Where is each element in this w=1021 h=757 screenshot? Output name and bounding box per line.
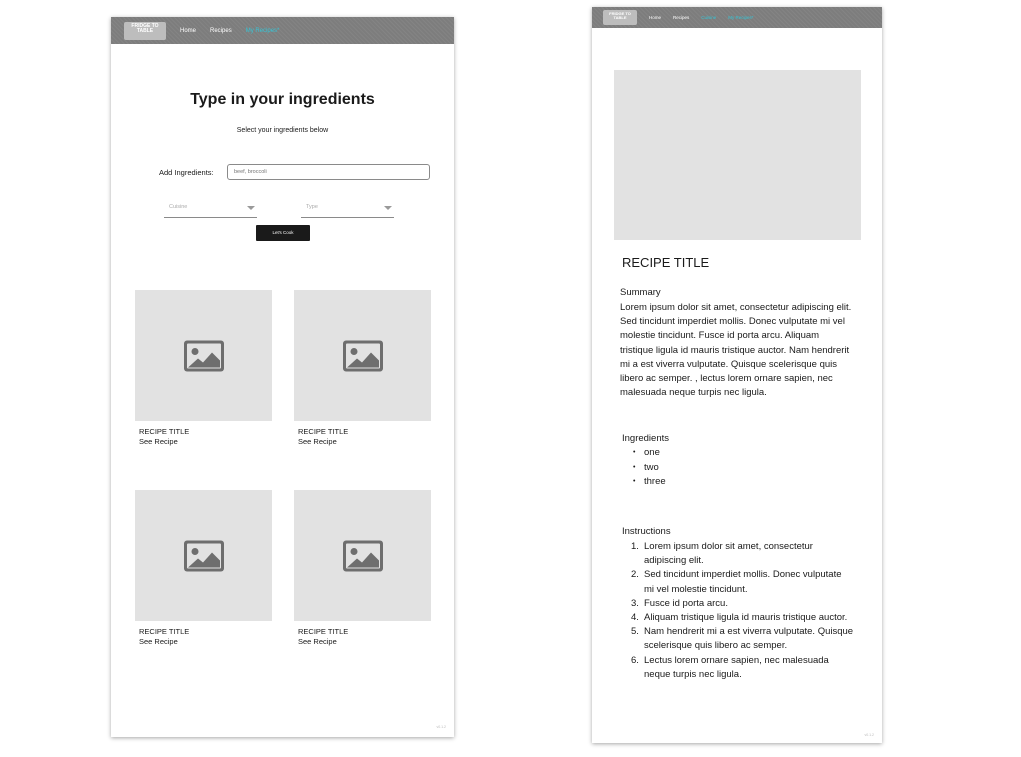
instruction-step: 1. Lorem ipsum dolor sit amet, consectetur adipiscing elit. bbox=[631, 541, 813, 567]
see-recipe-link[interactable]: See Recipe bbox=[298, 637, 337, 646]
ingredient-item: • two bbox=[622, 461, 666, 476]
see-recipe-link[interactable]: See Recipe bbox=[139, 437, 178, 446]
recipe-card[interactable] bbox=[294, 290, 431, 446]
see-recipe-link[interactable]: See Recipe bbox=[298, 437, 337, 446]
nav-my-recipes[interactable]: My Recipes* bbox=[245, 27, 280, 34]
chevron-down-icon bbox=[384, 206, 392, 210]
recipe-image-placeholder[interactable] bbox=[294, 490, 431, 621]
recipe-hero-image bbox=[614, 70, 861, 240]
logo[interactable]: FRIDGE TO TABLE bbox=[124, 22, 166, 40]
version-label: v0.1.2 bbox=[436, 725, 446, 729]
instruction-text: Lectus lorem ornare sapien, nec malesuada neque turpis nec ligula. bbox=[644, 654, 829, 680]
recipe-image-placeholder[interactable] bbox=[135, 490, 272, 621]
recipe-card[interactable] bbox=[135, 290, 272, 446]
logo[interactable]: FRIDGE TO TABLE bbox=[603, 10, 637, 25]
instructions-list bbox=[622, 540, 854, 682]
nav-my-recipes[interactable]: My Recipes* bbox=[728, 15, 754, 20]
type-dropdown[interactable] bbox=[301, 201, 394, 218]
instruction-step: 6. Lectus lorem ornare sapien, nec malesuada neque turpis nec ligula. bbox=[631, 654, 829, 680]
page-title: Type in your ingredients bbox=[190, 91, 375, 108]
nav-recipes[interactable]: Recipes bbox=[210, 27, 232, 34]
ingredient-item: • one bbox=[622, 446, 666, 461]
recipe-card[interactable] bbox=[135, 490, 272, 646]
recipe-title: RECIPE TITLE bbox=[622, 255, 710, 270]
ingredient-item: • three bbox=[622, 475, 666, 490]
recipe-image-placeholder[interactable] bbox=[135, 290, 272, 421]
type-dropdown-label: Type bbox=[306, 204, 318, 210]
image-icon bbox=[184, 540, 224, 571]
recipe-card-title: RECIPE TITLE bbox=[139, 427, 190, 436]
chevron-down-icon bbox=[247, 206, 255, 210]
cuisine-dropdown-label: Cuisine bbox=[169, 204, 188, 210]
navbar bbox=[592, 7, 882, 28]
recipe-page-frame bbox=[592, 7, 882, 743]
instruction-step: 2. Sed tincidunt imperdiet mollis. Donec vulputate mi vel molestie tincidunt. bbox=[631, 569, 842, 595]
nav-home[interactable]: Home bbox=[649, 15, 662, 20]
image-icon bbox=[343, 340, 383, 371]
navbar bbox=[111, 17, 454, 44]
recipe-image-placeholder[interactable] bbox=[294, 290, 431, 421]
instruction-step: 4. Aliquam tristique ligula id mauris tristique auctor. bbox=[631, 612, 848, 624]
nav-home[interactable]: Home bbox=[180, 27, 197, 34]
instructions-heading: Instructions bbox=[622, 526, 671, 537]
image-icon bbox=[343, 540, 383, 571]
recipe-card-title: RECIPE TITLE bbox=[298, 627, 349, 636]
version-label: v0.1.2 bbox=[864, 733, 874, 737]
recipe-card[interactable] bbox=[294, 490, 431, 646]
recipe-card-title: RECIPE TITLE bbox=[298, 427, 349, 436]
see-recipe-link[interactable]: See Recipe bbox=[139, 637, 178, 646]
ingredients-list bbox=[622, 446, 666, 490]
instruction-text: Lorem ipsum dolor sit amet, consectetur adipiscing elit. bbox=[644, 541, 813, 567]
instruction-step: 3. Fusce id porta arcu. bbox=[631, 597, 728, 609]
nav-recipes[interactable]: Recipes bbox=[673, 15, 690, 20]
search-page-frame bbox=[111, 17, 454, 737]
nav-cuisine[interactable]: Cuisine bbox=[701, 15, 717, 20]
instruction-text: Nam hendrerit mi a est viverra vulputate. Quisque scelerisque quis libero ac semper. bbox=[644, 626, 854, 652]
summary-heading: Summary bbox=[620, 287, 661, 298]
instruction-text: Sed tincidunt imperdiet mollis. Donec vulputate mi vel molestie tincidunt. bbox=[644, 569, 842, 595]
instruction-text: Aliquam tristique ligula id mauris tristique auctor. bbox=[644, 612, 848, 624]
instruction-text: Fusce id porta arcu. bbox=[644, 597, 728, 609]
instruction-step: 5. Nam hendrerit mi a est viverra vulputate. Quisque scelerisque quis libero ac semper. bbox=[631, 626, 854, 652]
summary-text: Lorem ipsum dolor sit amet, consectetur adipiscing elit. Sed tincidunt imperdiet mollis. Donec vulputate mi vel molestie tincidunt. Fusce id porta arcu. Aliquam tristique ligula id mauris tristique auctor. Nam hendrerit mi a est viverra vulputate. Quisque scelerisque quis libero ac semper. , lectus lorem ornare sapien, nec malesuada neque turpis nec ligula. bbox=[620, 302, 852, 399]
lets-cook-button[interactable]: Let's Cook bbox=[256, 225, 310, 241]
ingredients-heading: Ingredients bbox=[622, 433, 670, 444]
image-icon bbox=[184, 340, 224, 371]
add-ingredients-label: Add Ingredients: bbox=[159, 168, 214, 177]
recipe-card-title: RECIPE TITLE bbox=[139, 627, 190, 636]
ingredients-input[interactable] bbox=[227, 164, 430, 180]
cuisine-dropdown[interactable] bbox=[164, 201, 257, 218]
page-subtitle: Select your ingredients below bbox=[236, 127, 329, 134]
